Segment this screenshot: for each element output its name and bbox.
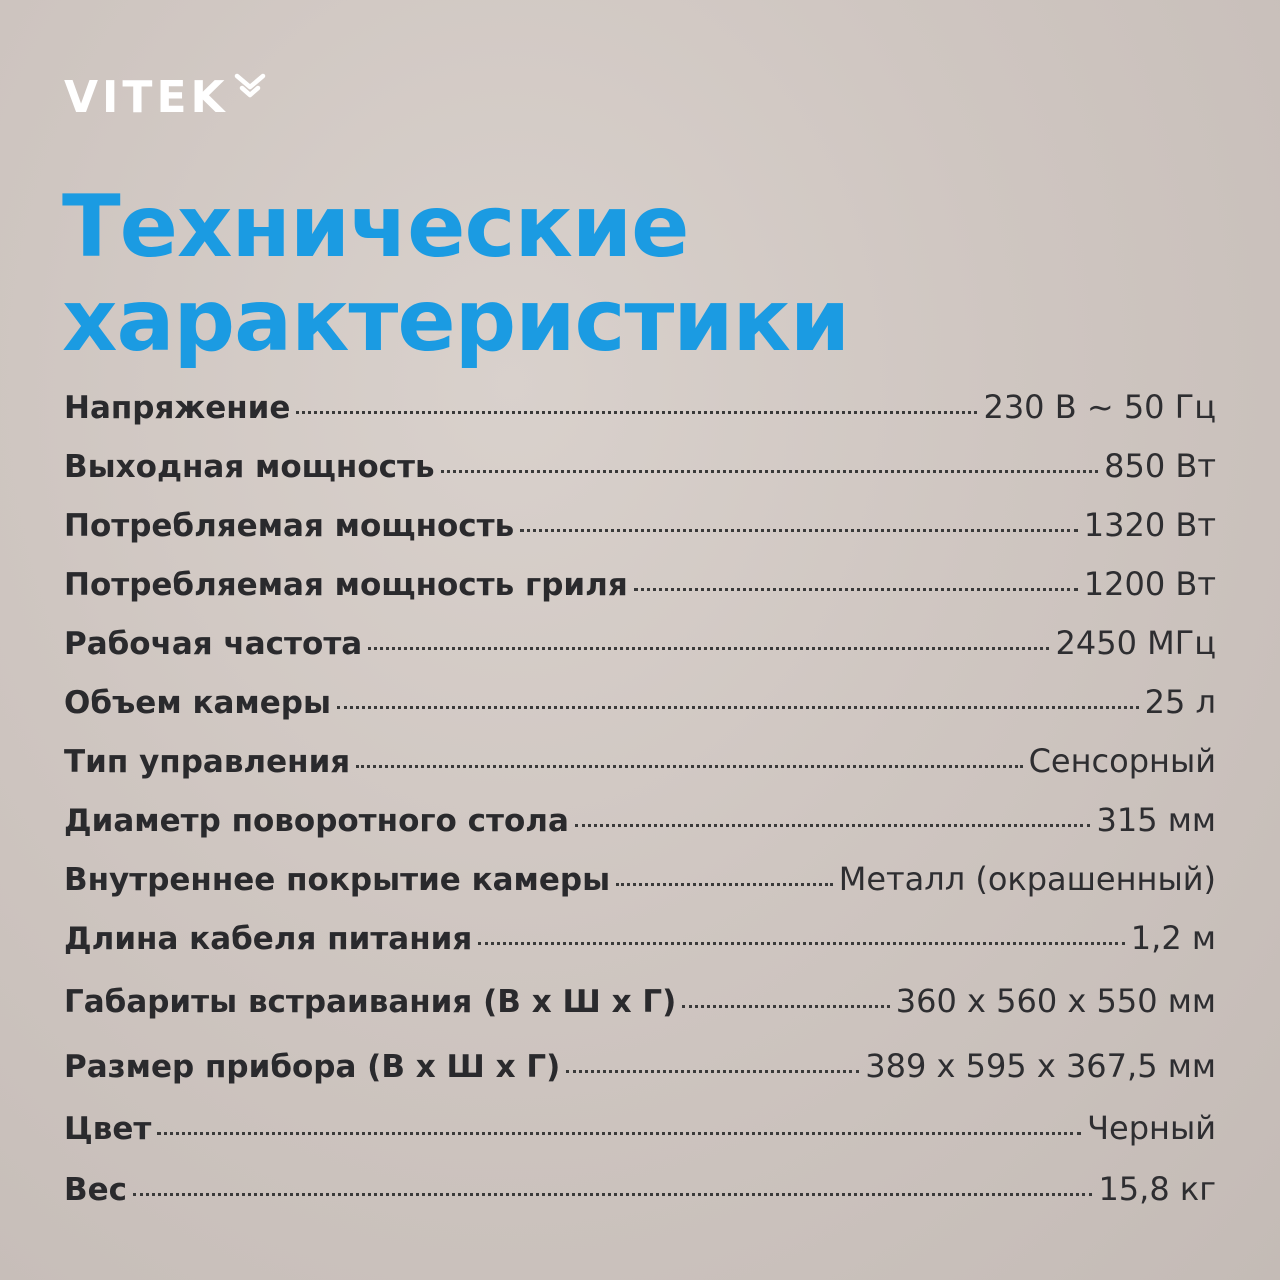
- spec-label: Диаметр поворотного стола: [64, 803, 569, 839]
- dotted-leader: [634, 588, 1078, 591]
- spec-value: 25 л: [1144, 683, 1216, 721]
- title-line-1: Технические: [62, 177, 689, 277]
- spec-label: Внутреннее покрытие камеры: [64, 862, 611, 898]
- spec-row-interior-coating: [64, 860, 1216, 919]
- spec-row-volume: [64, 683, 1216, 742]
- spec-row-output-power: [64, 447, 1216, 506]
- spec-label: Потребляемая мощность: [64, 508, 515, 544]
- spec-value: 2450 МГц: [1055, 624, 1216, 662]
- spec-row-turntable-diameter: [64, 801, 1216, 860]
- spec-row-voltage: [64, 388, 1216, 447]
- spec-label: Цвет: [64, 1111, 152, 1147]
- dotted-leader: [296, 411, 977, 414]
- dotted-leader: [478, 942, 1125, 945]
- spec-label: Тип управления: [64, 744, 351, 780]
- dotted-leader: [337, 706, 1139, 709]
- spec-label: Потребляемая мощность гриля: [64, 567, 628, 603]
- spec-label: Вес: [64, 1172, 128, 1208]
- spec-label: Объем камеры: [64, 685, 331, 721]
- spec-row-weight: [64, 1170, 1216, 1229]
- spec-label: Рабочая частота: [64, 626, 363, 662]
- spec-list: [64, 388, 1216, 1229]
- dotted-leader: [441, 470, 1099, 473]
- spec-value: 360 х 560 х 550 мм: [895, 982, 1216, 1020]
- spec-value: Сенсорный: [1028, 742, 1216, 780]
- spec-label: Длина кабеля питания: [64, 921, 473, 957]
- spec-row-frequency: [64, 624, 1216, 683]
- spec-value: 15,8 кг: [1098, 1170, 1216, 1208]
- dotted-leader: [133, 1193, 1092, 1196]
- spec-label: Размер прибора (В х Ш х Г): [64, 1049, 561, 1085]
- spec-value: 850 Вт: [1104, 447, 1216, 485]
- dotted-leader: [575, 824, 1091, 827]
- spec-value: 1,2 м: [1130, 919, 1216, 957]
- spec-row-input-power: [64, 506, 1216, 565]
- dotted-leader: [520, 529, 1078, 532]
- spec-row-device-size: [64, 1047, 1216, 1109]
- spec-row-color: [64, 1109, 1216, 1170]
- spec-label: Напряжение: [64, 390, 291, 426]
- spec-label: Выходная мощность: [64, 449, 435, 485]
- title-line-2: характеристики: [62, 271, 850, 371]
- spec-row-grill-power: [64, 565, 1216, 624]
- dotted-leader: [566, 1070, 859, 1073]
- dotted-leader: [682, 1005, 889, 1008]
- spec-value: 315 мм: [1096, 801, 1216, 839]
- dotted-leader: [157, 1132, 1081, 1135]
- spec-row-control-type: [64, 742, 1216, 801]
- spec-row-cable-length: [64, 919, 1216, 982]
- spec-value: Металл (окрашенный): [838, 860, 1216, 898]
- spec-value: Черный: [1087, 1109, 1216, 1147]
- spec-value: 1320 Вт: [1083, 506, 1216, 544]
- dotted-leader: [356, 765, 1022, 768]
- spec-value: 1200 Вт: [1083, 565, 1216, 603]
- spec-value: 389 х 595 х 367,5 мм: [865, 1047, 1216, 1085]
- brand-name: VITEK: [64, 72, 229, 123]
- dotted-leader: [616, 883, 833, 886]
- page-title: [62, 177, 850, 371]
- spec-row-builtin-dimensions: [64, 982, 1216, 1047]
- dotted-leader: [368, 647, 1049, 650]
- brand-logo: [64, 70, 267, 126]
- double-chevron-down-icon: [233, 72, 267, 102]
- spec-label: Габариты встраивания (В х Ш х Г): [64, 984, 677, 1020]
- spec-value: 230 В ~ 50 Гц: [983, 388, 1216, 426]
